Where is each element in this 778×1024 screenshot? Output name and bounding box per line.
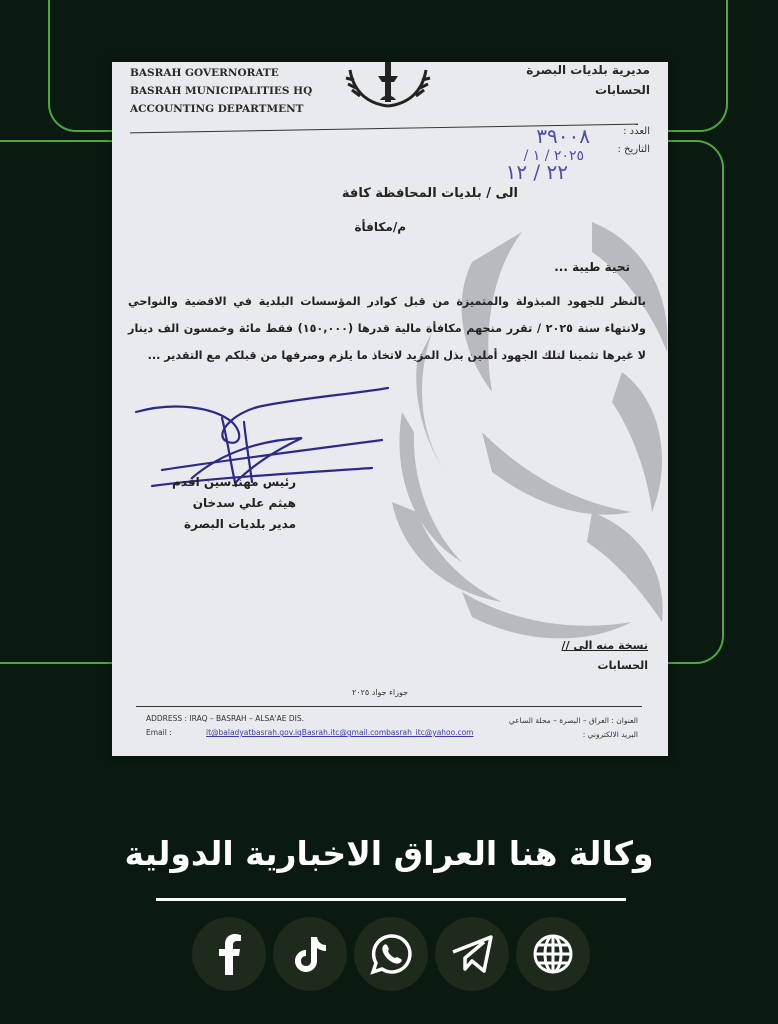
header-line-3: ACCOUNTING DEPARTMENT <box>130 103 304 115</box>
greeting-line: تحية طيبة ... <box>554 260 630 274</box>
footer-right <box>509 714 638 742</box>
footer-left <box>146 712 474 740</box>
signer-name: هيثم علي سدخان <box>192 496 296 510</box>
agency-underline <box>156 898 626 901</box>
header-right <box>526 62 650 100</box>
footer-address-ar: العنوان : العراق – البصرة – محلة الساعي <box>508 716 638 725</box>
copy-label: نسخة منه الى // <box>561 639 648 652</box>
header-right-line-1: مديرية بلديات البصرة <box>526 63 650 77</box>
telegram-icon[interactable] <box>435 917 509 991</box>
document-photo <box>112 62 668 756</box>
reference-block <box>450 124 650 184</box>
footer-address-en: ADDRESS : IRAQ – BASRAH – ALSA'AE DIS. <box>146 714 305 723</box>
date-handwritten: ٢٢ / ١٢ <box>505 160 568 184</box>
subject-line: م/مكافأة <box>354 220 406 234</box>
footer-date: جوزاء جواد ٢٠٢٥ <box>352 688 409 697</box>
header-line-1: BASRAH GOVERNORATE <box>130 67 279 79</box>
emblem-icon <box>340 62 436 112</box>
facebook-icon[interactable] <box>192 917 266 991</box>
signer-block <box>172 472 296 535</box>
signer-title: رئيس مهندسين اقدم <box>171 475 296 489</box>
footer-email: it@baladyatbasrah.gov.iqBasrah.itc@gmail.combasrah_itc@yahoo.com <box>206 728 474 737</box>
header-line-2: BASRAH MUNICIPALITIES HQ <box>130 85 313 97</box>
signer-position: مدير بلديات البصرة <box>184 517 296 531</box>
recipient-line: الى / بلديات المحافظة كافة <box>341 186 518 201</box>
date-label: التاريخ : <box>617 144 650 155</box>
globe-icon[interactable] <box>516 917 590 991</box>
whatsapp-icon[interactable] <box>354 917 428 991</box>
watermark-laurel-icon <box>372 212 668 652</box>
header-right-line-2: الحسابات <box>594 83 650 97</box>
header-left <box>130 64 312 118</box>
tiktok-icon[interactable] <box>273 917 347 991</box>
agency-name: وكالة هنا العراق الاخبارية الدولية <box>124 834 654 873</box>
footer-divider <box>136 706 642 707</box>
footer-email-label-ar: البريد الالكتروني : <box>582 730 638 739</box>
footer-email-label: Email : <box>146 728 172 737</box>
letter-body: بالنظر للجهود المبذولة والمتميزة من قبل كوادر المؤسسات البلدية في الاقضية والنواحي ولانتهاء سنة ٢٠٢٥ / تقرر منحهم مكافأة مالية قدرها (١٥٠,٠٠٠) فقط مائة وخمسون الف دينار لا غيرها تثمينا لتلك الجهود أملين بذل المزيد لاتخاذ ما يلزم وصرفها من قبلكم مع التقدير ... <box>128 295 646 362</box>
copy-to-block <box>562 636 648 676</box>
social-icons-row <box>0 917 778 993</box>
ref-label: العدد : <box>623 126 650 137</box>
copy-recipient: الحسابات <box>597 659 648 672</box>
date-printed: ٢٠٢٥ / ١ / <box>523 148 584 164</box>
ref-number: ٣٩٠٠٨ <box>536 124 590 148</box>
